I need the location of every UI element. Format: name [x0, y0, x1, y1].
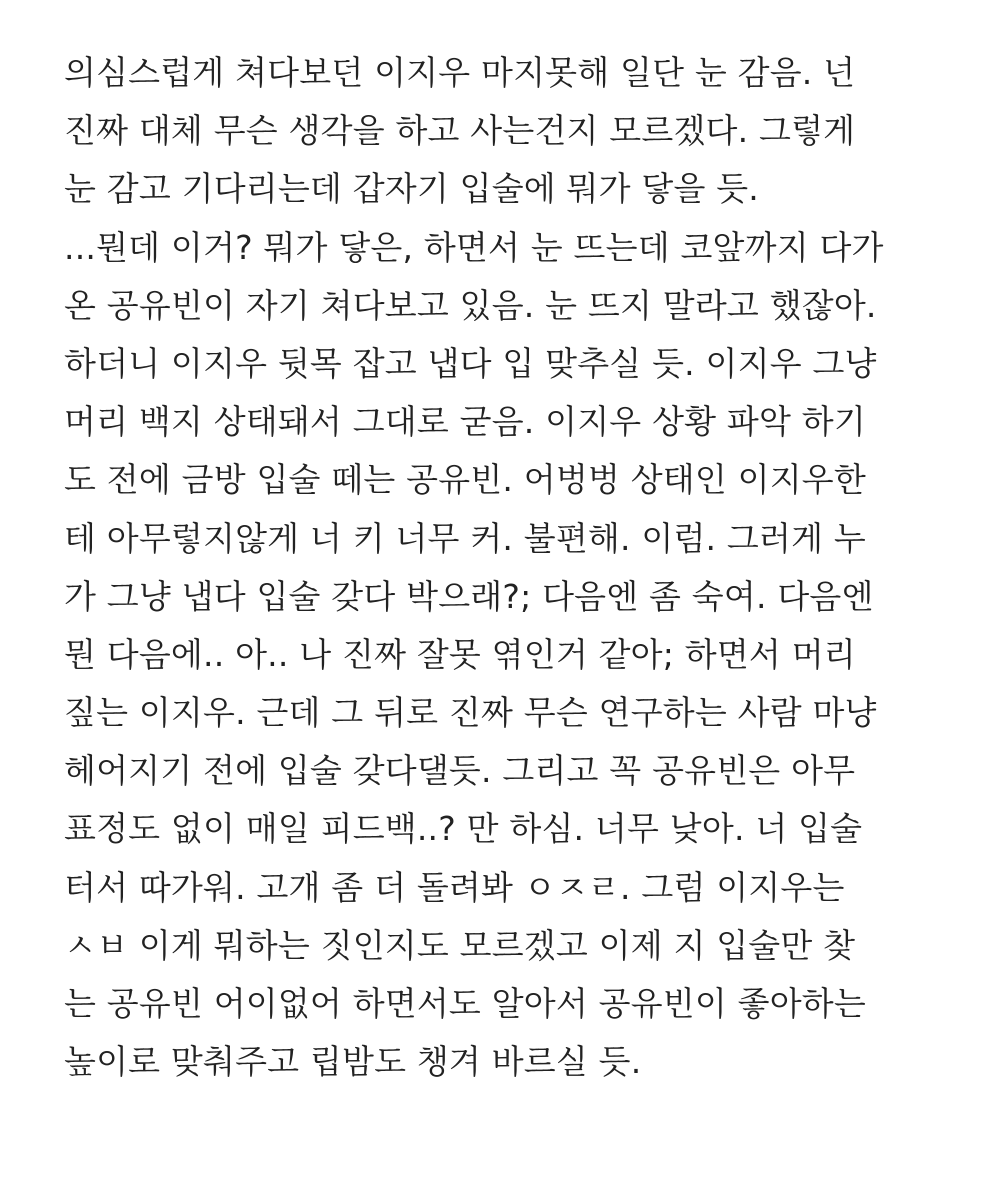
- text-line: 는 공유빈 어이없어 하면서도 알아서 공유빈이 좋아하는: [64, 984, 866, 1023]
- text-line: 의심스럽게 쳐다보던 이지우 마지못해 일단 눈 감음. 넌: [64, 53, 856, 92]
- text-line: 테 아무렇지않게 너 키 너무 커. 불편해. 이럼. 그러게 누: [64, 518, 866, 558]
- text-line: 진짜 대체 무슨 생각을 하고 사는건지 모르겠다. 그렇게: [64, 111, 856, 151]
- text-line: 머리 백지 상태돼서 그대로 굳음. 이지우 상황 파악 하기: [64, 402, 866, 442]
- text-line: 도 전에 금방 입술 떼는 공유빈. 어벙벙 상태인 이지우한: [64, 460, 866, 500]
- text-line: 터서 따가워. 고개 좀 더 돌려봐 ㅇㅈㄹ. 그럼 이지우는: [64, 867, 845, 907]
- text-line: 짚는 이지우. 근데 그 뒤로 진짜 무슨 연구하는 사람 마냥: [64, 693, 877, 733]
- text-line: ㅅㅂ 이게 뭐하는 짓인지도 모르겠고 이제 지 입술만 찾: [64, 925, 856, 965]
- text-line: 헤어지기 전에 입술 갖다댈듯. 그리고 꼭 공유빈은 아무: [64, 751, 856, 791]
- story-text: [64, 44, 934, 1091]
- text-line: 가 그냥 냅다 입술 갖다 박으래?; 다음엔 좀 숙여. 다음엔: [64, 576, 874, 616]
- text-line: 온 공유빈이 자기 쳐다보고 있음. 눈 뜨지 말라고 했잖아.: [64, 285, 877, 325]
- text-line: 표정도 없이 매일 피드백..? 만 하심. 너무 낮아. 너 입술: [64, 809, 863, 849]
- text-line: 높이로 맞춰주고 립밤도 챙겨 바르실 듯.: [64, 1042, 642, 1082]
- text-line: ...뭔데 이거? 뭐가 닿은, 하면서 눈 뜨는데 코앞까지 다가: [64, 227, 884, 267]
- text-line: 하더니 이지우 뒷목 잡고 냅다 입 맞추실 듯. 이지우 그냥: [64, 343, 877, 383]
- text-line: 눈 감고 기다리는데 갑자기 입술에 뭐가 닿을 듯.: [64, 169, 759, 209]
- text-line: 뭔 다음에.. 아.. 나 진짜 잘못 엮인거 같아; 하면서 머리: [64, 634, 856, 674]
